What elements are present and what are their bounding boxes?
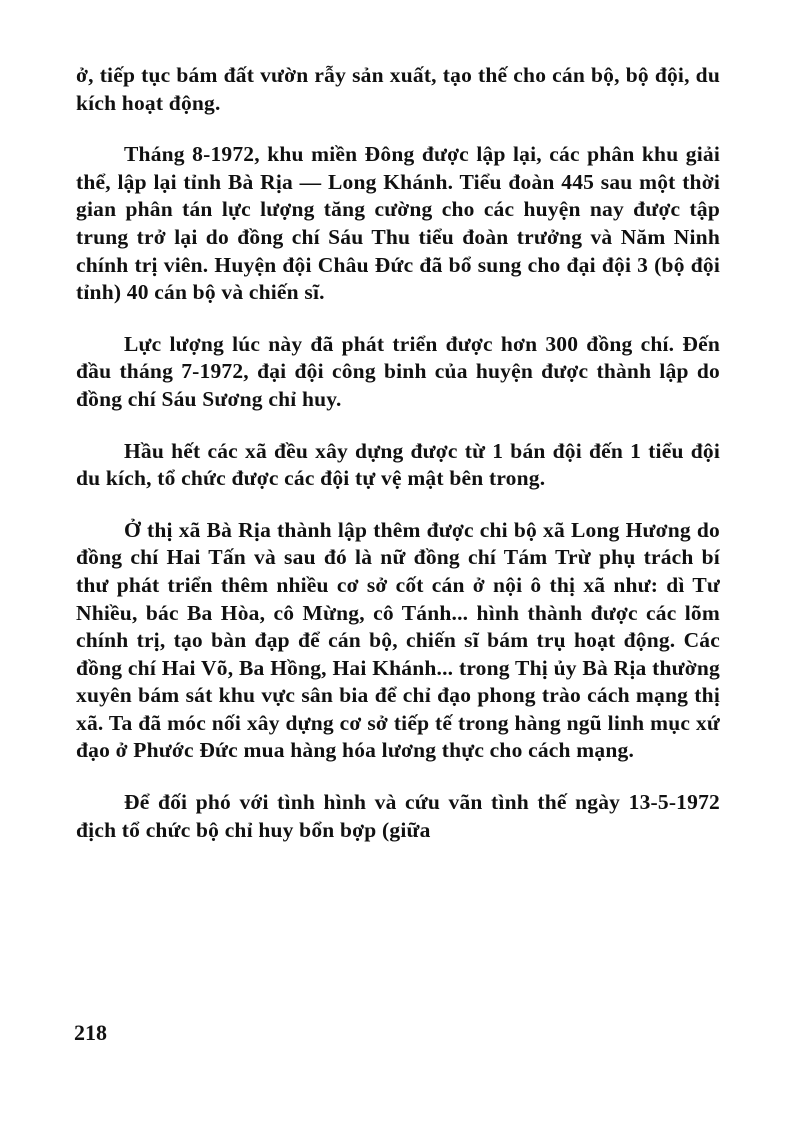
paragraph-2: Tháng 8-1972, khu miền Đông được lập lại, các phân khu giải thể, lập lại tỉnh Bà Rịa — Long Khánh. Tiểu đoàn 445 sau một thời gian phân tán lực lượng tăng cường cho các huyện nay được tập trung trở lại do đồng chí Sáu Thu tiểu đoàn trưởng và Năm Ninh chính trị viên. Huyện đội Châu Đức đã bổ sung cho đại đội 3 (bộ đội tỉnh) 40 cán bộ và chiến sĩ. (76, 142, 720, 305)
paragraph-1: ở, tiếp tục bám đất vườn rẫy sản xuất, tạo thế cho cán bộ, bộ đội, du kích hoạt động. (76, 63, 720, 115)
paragraph-6: Để đối phó với tình hình và cứu vãn tình thế ngày 13-5-1972 địch tổ chức bộ chỉ huy bổn bợp (giữa (76, 790, 720, 842)
page-number: 218 (74, 1020, 107, 1045)
page-body (76, 62, 720, 868)
paragraph-3: Lực lượng lúc này đã phát triển được hơn 300 đồng chí. Đến đầu tháng 7-1972, đại đội công binh của huyện được thành lập do đồng chí Sáu Sương chỉ huy. (76, 331, 720, 411)
paragraph-4: Hầu hết các xã đều xây dựng được từ 1 bán đội đến 1 tiểu đội du kích, tổ chức được các đội tự vệ mật bên trong. (76, 438, 720, 491)
paragraph-5: Ở thị xã Bà Rịa thành lập thêm được chi bộ xã Long Hương do đồng chí Hai Tấn và sau đó là nữ đồng chí Tám Trừ phụ trách bí thư phát triển thêm nhiều cơ sở cốt cán ở nội ô thị xã như: dì Tư Nhiều, bác Ba Hòa, cô Mừng, cô Tánh... hình thành được các lõm chính trị, tạo bàn đạp để cán bộ, chiến sĩ bám trụ hoạt động. Các đồng chí Hai Võ, Ba Hồng, Hai Khánh... trong Thị ủy Bà Rịa thường xuyên bám sát khu vực sân bia để chỉ đạo phong trào cách mạng thị xã. Ta đã móc nối xây dựng cơ sở tiếp tế trong hàng ngũ linh mục xứ đạo ở Phước Đức mua hàng hóa lương thực cho cách mạng. (76, 517, 720, 763)
